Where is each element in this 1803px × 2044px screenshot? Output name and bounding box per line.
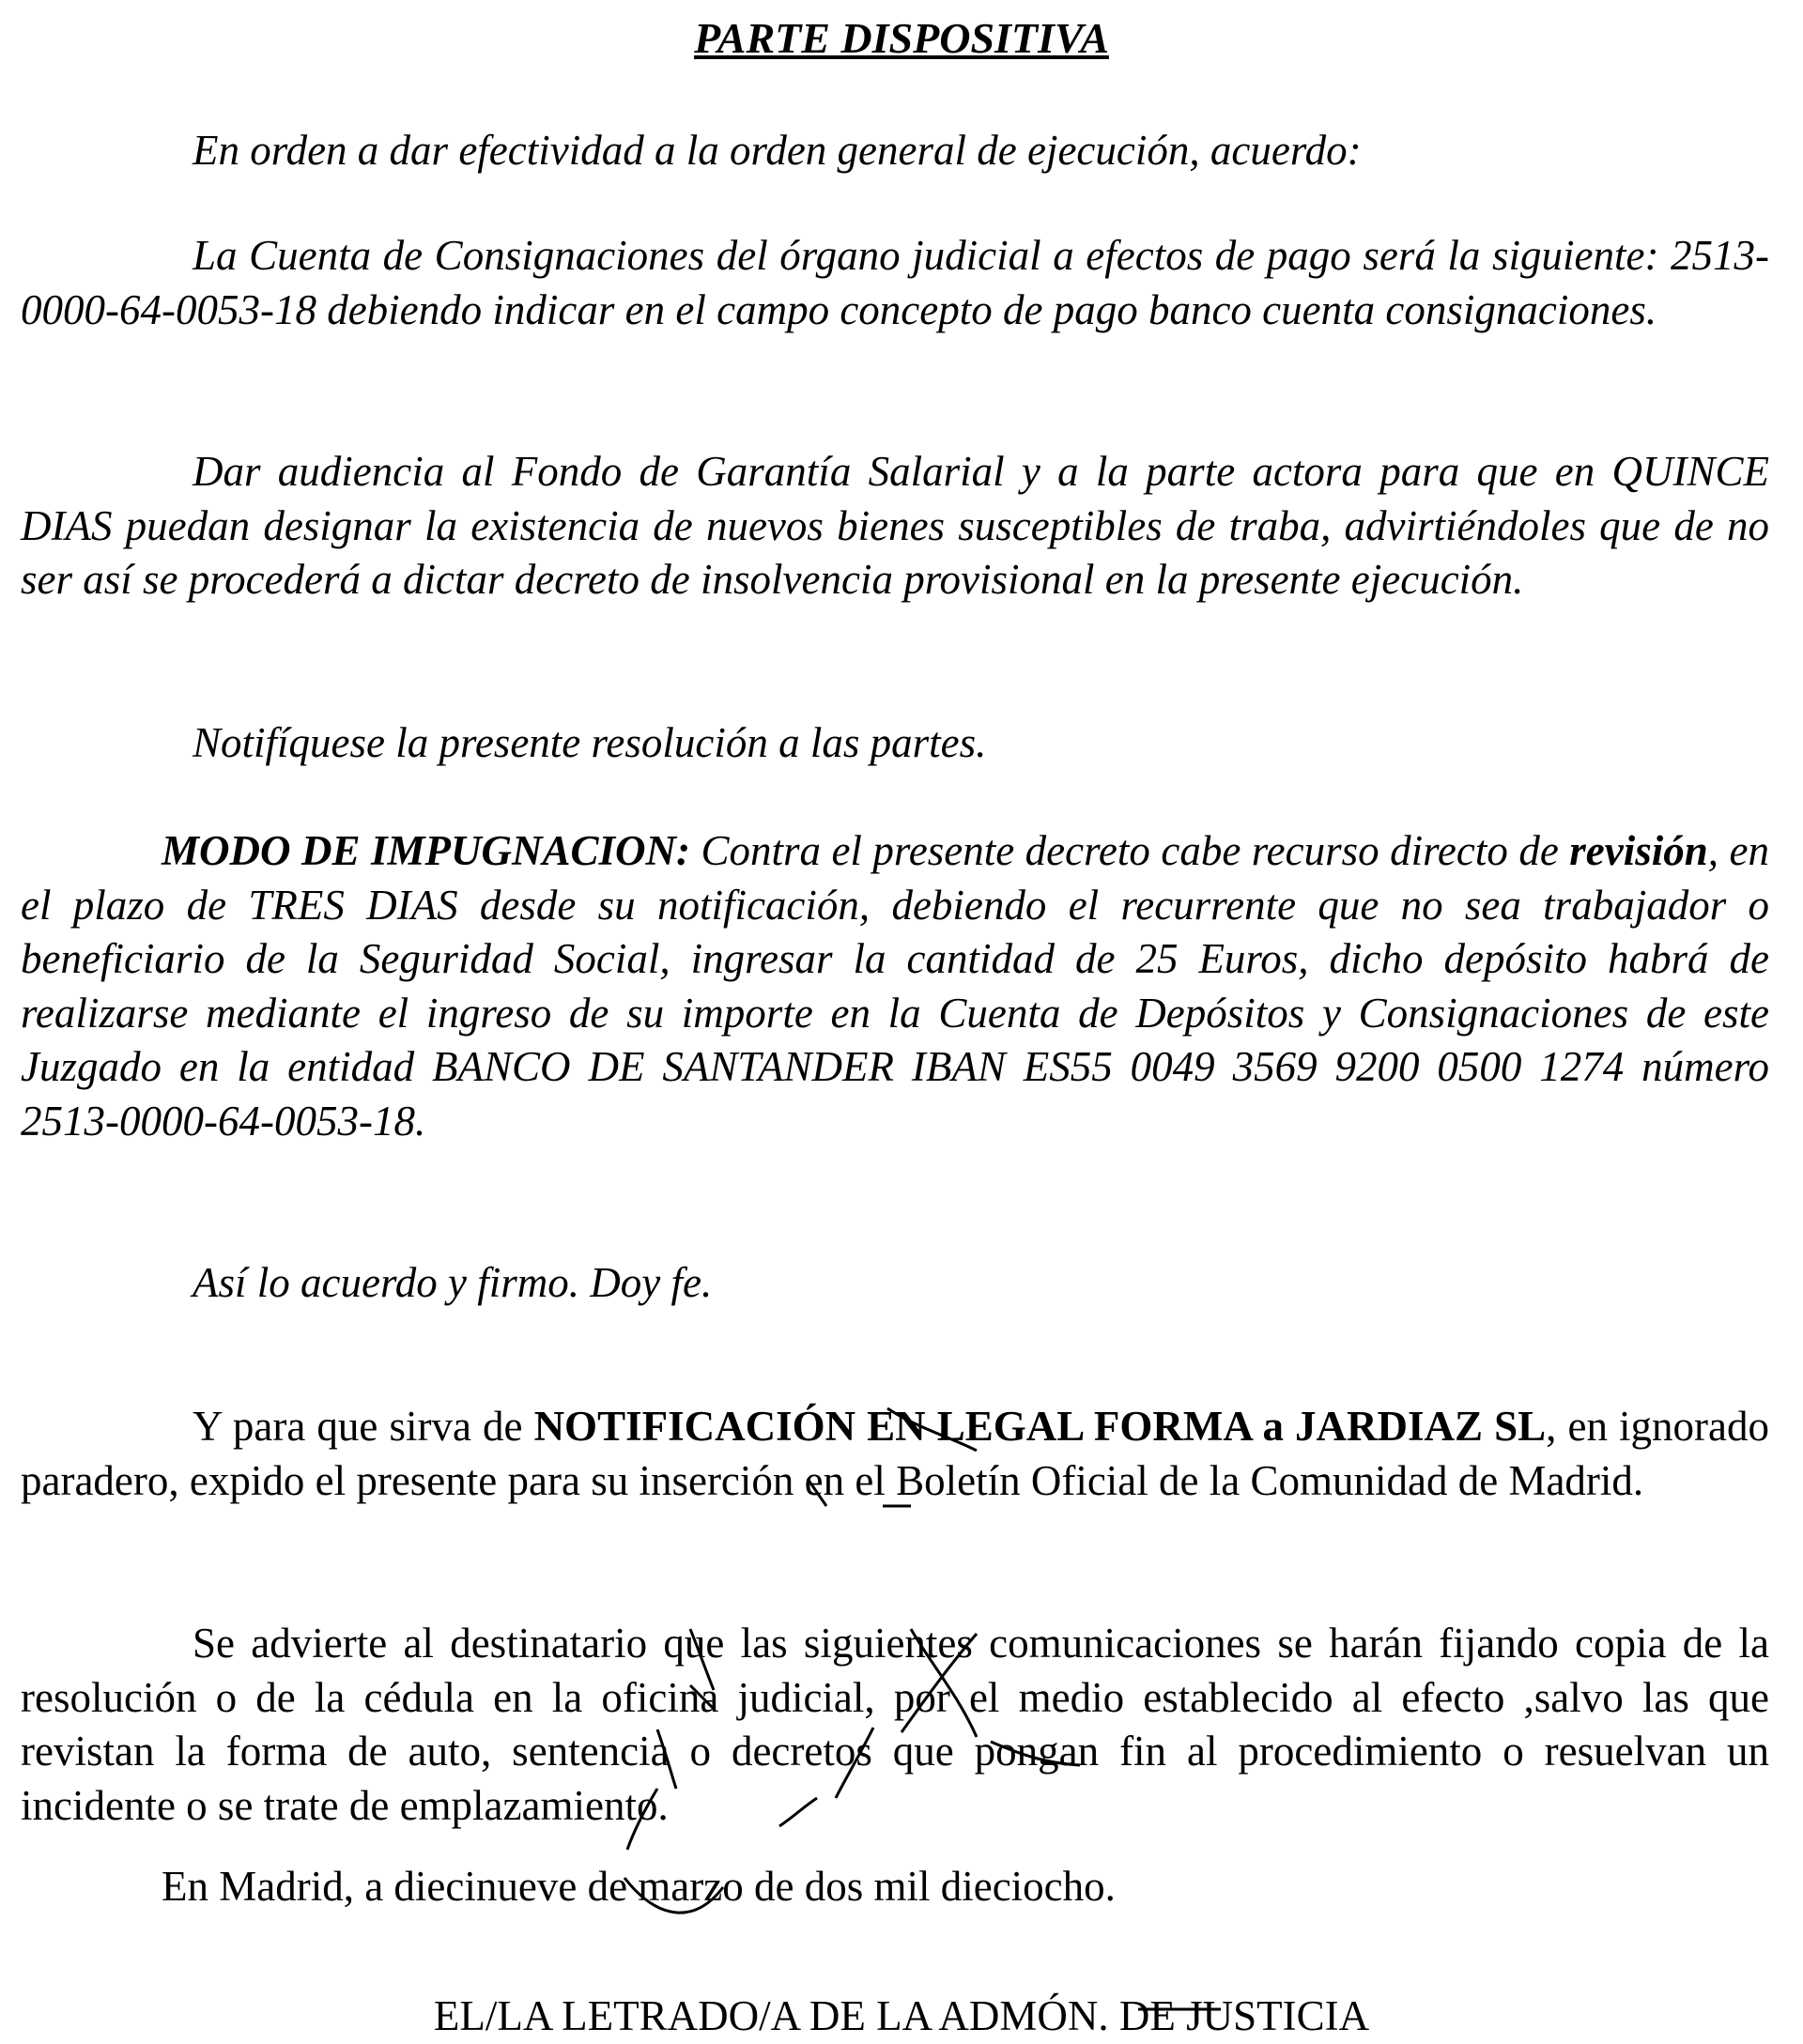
paragraph-cuenta: La Cuenta de Consignaciones del órgano judicial a efectos de pago será la siguiente: 2513-0000-64-0053-18 debiendo indicar en el campo concepto de pago banco cuenta consignaciones.: [21, 232, 1769, 333]
paragraph-notifiquese: Notifíquese la presente resolución a las partes.: [193, 719, 987, 766]
modo-bold: revisión: [1569, 827, 1708, 874]
paragraph-notificacion: [21, 1400, 1769, 1508]
paragraph-advierte: Se advierte al destinatario que las siguientes comunicaciones se harán fijando copia de la resolución o de la cédula en la oficina judicial, por el medio establecido al efecto ,salvo las que revistan la forma de auto, sentencia o decretos que pongan fin al procedimiento o resuelvan un incidente o se trate de emplazamiento.: [21, 1620, 1769, 1829]
paragraph-asi: Así lo acuerdo y firmo. Doy fe.: [193, 1259, 713, 1306]
notif-bold: NOTIFICACIÓN EN LEGAL FORMA a JARDIAZ SL: [533, 1403, 1547, 1450]
modo-text-2: , en el plazo de TRES DIAS desde su notificación, debiendo el recurrente que no sea trabajador o beneficiario de la Seguridad Social, ingresar la cantidad de 25 Euros, dicho depósito habrá de realizarse mediante el ingreso de su importe en la Cuenta de Depósitos y Consignaciones de este Juzgado en la entidad BANCO DE SANTANDER IBAN ES55 0049 3569 9200 0500 1274 número 2513-0000-64-0053-18.: [21, 827, 1769, 1145]
notif-pre: Y para que sirva de: [193, 1403, 534, 1450]
paragraph-intro: En orden a dar efectividad a la orden general de ejecución, acuerdo:: [193, 127, 1362, 174]
modo-label: MODO DE IMPUGNACION:: [162, 827, 690, 874]
notif-post: , en ignorado paradero, expido el presente para su inserción en el Boletín Oficial de la Comunidad de Madrid.: [21, 1403, 1769, 1504]
paragraph-fecha: En Madrid, a diecinueve de marzo de dos mil dieciocho.: [162, 1863, 1116, 1910]
paragraph-modo-impugnacion: [21, 824, 1769, 1148]
signature-title: EL/LA LETRADO/A DE LA ADMÓN. DE JUSTICIA: [433, 1992, 1370, 2039]
modo-text-1: Contra el presente decreto cabe recurso directo de: [689, 827, 1570, 874]
page-title: PARTE DISPOSITIVA: [694, 14, 1109, 62]
paragraph-audiencia: Dar audiencia al Fondo de Garantía Salarial y a la parte actora para que en QUINCE DIAS puedan designar la existencia de nuevos bienes susceptibles de traba, advirtiéndoles que de no ser así se procederá a dictar decreto de insolvencia provisional en la presente ejecución.: [21, 448, 1769, 603]
